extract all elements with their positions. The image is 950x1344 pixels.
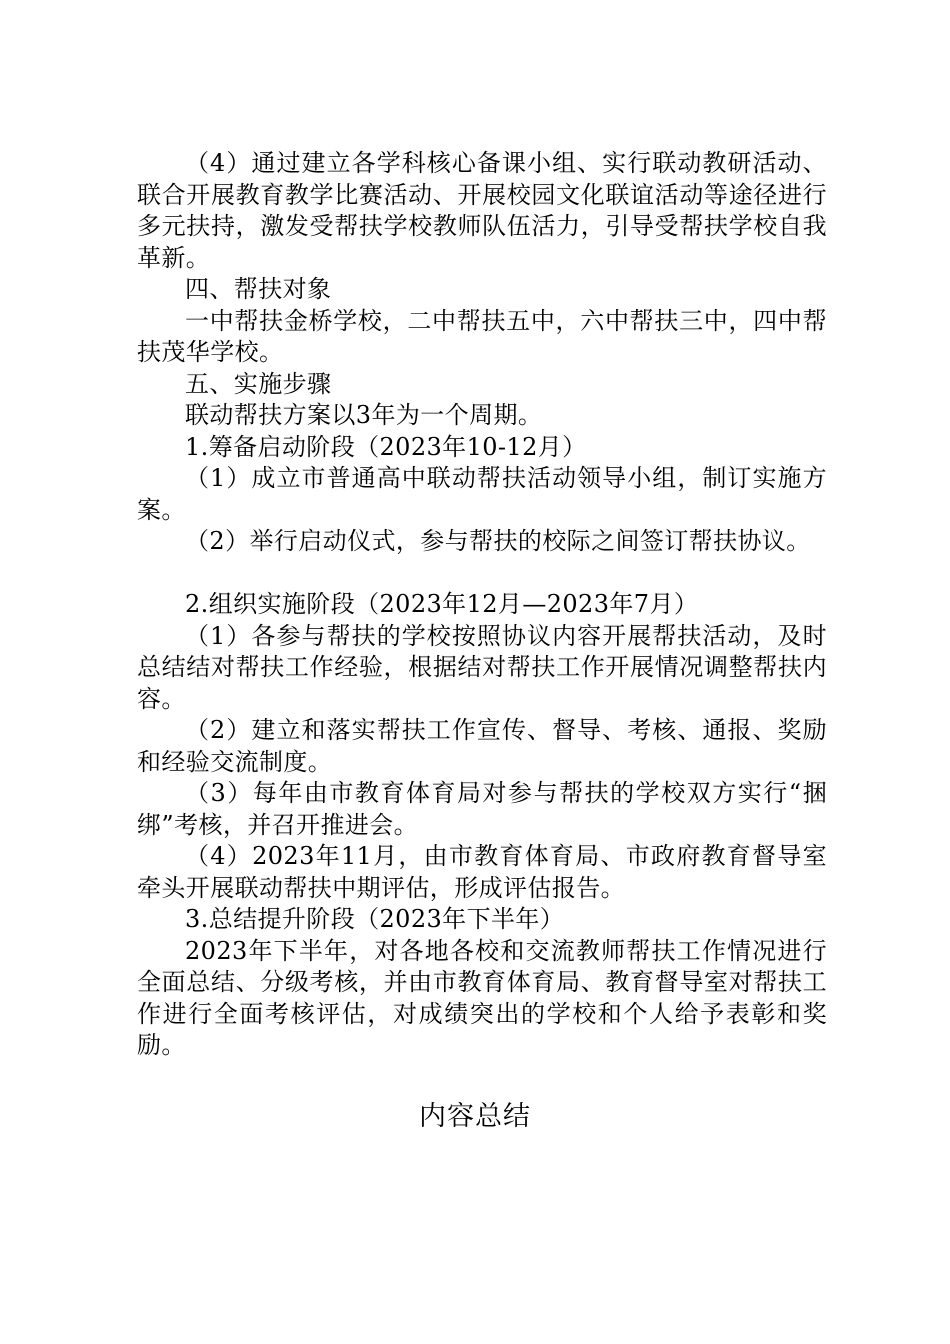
section-heading-targets: 四、帮扶对象 [185, 275, 332, 303]
paragraph-impl-4: （4）2023年11月，由市教育体育局、市政府教育督导室牵头开展联动帮扶中期评估，形成评估报告。 [137, 842, 827, 902]
document-body [137, 148, 827, 1062]
paragraph-impl-1: （1）各参与帮扶的学校按照协议内容开展帮扶活动，及时总结结对帮扶工作经验，根据结对帮扶工作开展情况调整帮扶内容。 [137, 621, 827, 713]
paragraph-measure-4: （4）通过建立各学科核心备课小组、实行联动教研活动、联合开展教育教学比赛活动、开展校园文化联谊活动等途径进行多元扶持，激发受帮扶学校教师队伍活力，引导受帮扶学校自我革新。 [137, 149, 827, 272]
summary-heading: 内容总结 [419, 1101, 531, 1132]
blank-line [137, 558, 827, 590]
paragraph-cycle: 联动帮扶方案以3年为一个周期。 [185, 401, 543, 429]
paragraph-prep-2: （2）举行启动仪式，参与帮扶的校际之间签订帮扶协议。 [185, 527, 811, 555]
section-heading-steps: 五、实施步骤 [185, 369, 332, 398]
paragraph-impl-3: （3）每年由市教育体育局对参与帮扶的学校双方实行“捆绑”考核，并召开推进会。 [137, 779, 827, 839]
stage-heading-preparation: 1.筹备启动阶段（2023年10-12月） [185, 432, 587, 461]
paragraph-summary-stage: 2023年下半年，对各地各校和交流教师帮扶工作情况进行全面总结、分级考核，并由市教育体育局、教育督导室对帮扶工作进行全面考核评估，对成绩突出的学校和个人给予表彰和奖励。 [137, 936, 827, 1059]
paragraph-impl-2: （2）建立和落实帮扶工作宣传、督导、考核、通报、奖励和经验交流制度。 [137, 716, 827, 776]
paragraph-targets: 一中帮扶金桥学校，二中帮扶五中，六中帮扶三中，四中帮扶茂华学校。 [137, 306, 827, 366]
paragraph-prep-1: （1）成立市普通高中联动帮扶活动领导小组，制订实施方案。 [137, 464, 827, 524]
stage-heading-summary: 3.总结提升阶段（2023年下半年） [185, 905, 565, 933]
stage-heading-implementation: 2.组织实施阶段（2023年12月—2023年7月） [185, 590, 699, 618]
